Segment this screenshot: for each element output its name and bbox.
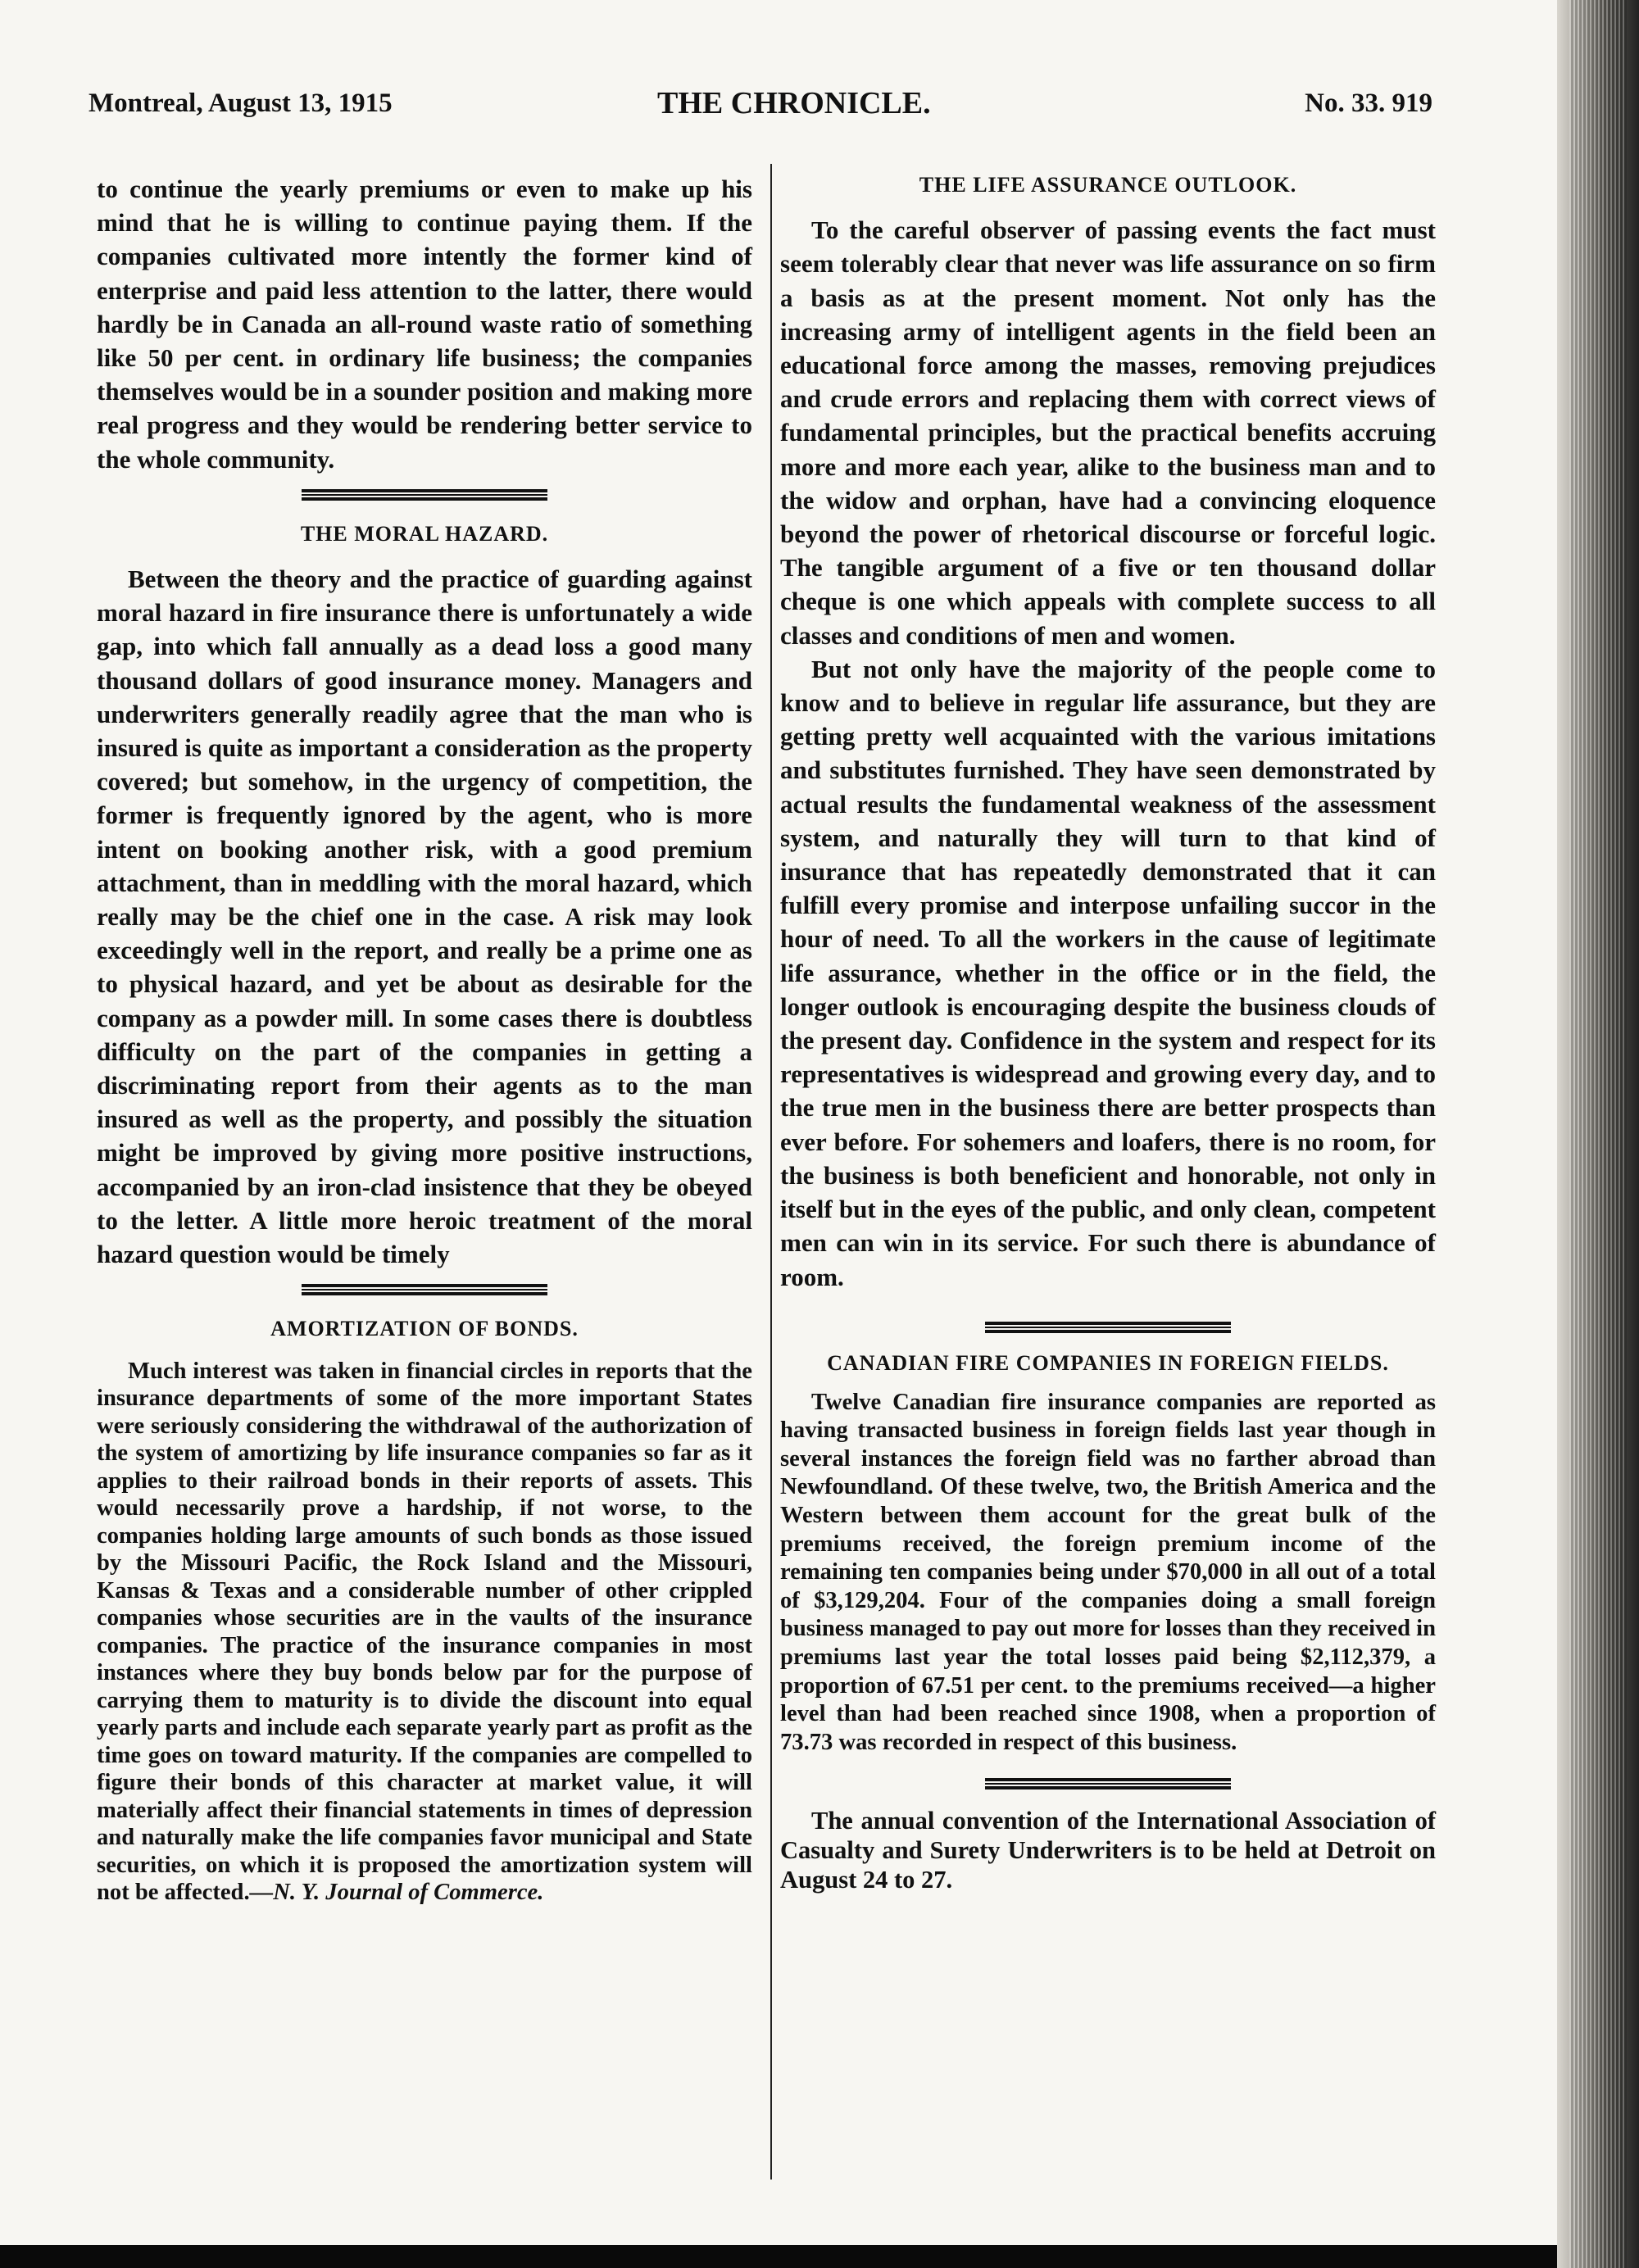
masthead-title: THE CHRONICLE. [657,86,931,120]
amortization-heading: AMORTIZATION OF BONDS. [270,1317,579,1341]
life-assurance-para-2: But not only have the majority of the people come to know and to believe in regular life assurance, but they are getting pretty well acquainted with the various imitations and substitutes furnished. They have seen demonstrated by actual results the fundamental weakness of the assessment system, and naturally they will turn to that kind of insurance that has repeatedly demonstrated that it can fulfill every promise and interpose unfailing succor in the hour of need. To all the workers in the cause of legitimate life assurance, whether in the office or in the field, the longer outlook is encouraging despite the business clouds of the present day. Confidence in the system and respect for its representatives is widespread and growing every day, and to the true men in the business there are better prospects than ever before. For sohemers and loafers, there is no room, for the business is both beneficient and honorable, not only in itself but in the eyes of the public, and only clean, competent men can win in its service. For such there is abundance of room. [780,654,1436,1291]
life-assurance-para-1: To the careful observer of passing events the fact must seem tolerably clear that never was life assurance on so firm a basis as at the present moment. Not only has the increasing army of intelligent agents in the field been an educational force among the masses, removing prejudices and crude errors and replacing them with correct views of fundamental principles, but the practical benefits accruing more and more each year, alike to the business man and to the widow and orphan, have had a convincing eloquence beyond the power of rhetorical discourse or forceful logic. The tangible argument of a five or ten thousand dollar cheque is one which appeals with complete success to all classes and conditions of men and women. [780,215,1436,650]
section-divider [985,1322,1231,1333]
amortization-source: —N. Y. Journal of Commerce. [249,1880,544,1905]
section-divider [302,489,547,501]
left-column [97,172,752,1907]
page-header [89,88,1432,129]
dateline: Montreal, August 13, 1915 [89,88,393,118]
section-divider [985,1778,1231,1789]
book-page-stack [1569,0,1627,2268]
canadian-fire-heading: CANADIAN FIRE COMPANIES IN FOREIGN FIELDS. [827,1350,1389,1375]
moral-hazard-heading: THE MORAL HAZARD. [300,521,549,546]
right-column [780,168,1436,1894]
canadian-fire-body: Twelve Canadian fire insurance companies are reported as having transacted business in foreign fields last year though in several instances the foreign field was no farther abroad than Newfoundland. Of these twelve, two, the British America and the Western between them account for the great bulk of the premiums received, the foreign premium income of the remaining ten companies being under $70,000 in all out of a total of $3,129,204. Four of the companies doing a small foreign business managed to pay out more for losses than they received in premiums last year the total losses paid being $2,112,379, a proportion of 67.51 per cent. to the premiums received—a higher level than had been reached since 1908, when a proportion of 73.73 was recorded in respect of this business. [780,1389,1436,1755]
life-assurance-heading: THE LIFE ASSURANCE OUTLOOK. [919,173,1297,197]
moral-hazard-body: Between the theory and the practice of guarding against moral hazard in fire insurance there is unfortunately a wide gap, into which fall annually as a dead loss a good many thousand dollars of good insurance money. Managers and underwriters generally readily agree that the man who is insured is quite as important a consideration as the property covered; but somehow, in the urgency of competition, the former is frequently ignored by the agent, who is more intent on booking another risk, with a good premium attachment, than in meddling with the moral hazard, which really may be the chief one in the case. A risk may look exceedingly well in the report, and really be a prime one as to physical hazard, and yet be about as desirable for the company as a powder mill. In some cases there is doubtless difficulty on the part of the companies in getting a discriminating report from their agents as to the man insured as well as the property, and possibly the situation might be improved by giving more positive instructions, accompanied by an iron-clad insistence that they be obeyed to the letter. A little more heroic treatment of the moral hazard question would be timely [97,565,752,1269]
column-rule [770,164,772,2180]
convention-notice: The annual convention of the International Association of Casualty and Surety Underwriters is to be held at Detroit on August 24 to 27. [780,1807,1436,1894]
section-divider [302,1284,547,1295]
issue-page-number: No. 33. 919 [1305,88,1432,118]
intro-paragraph: to continue the yearly premiums or even to make up his mind that he is willing to continue paying them. If the companies cultivated more intently the former kind of enterprise and paid less attention to the latter, there would hardly be in Canada an all-round waste ratio of something like 50 per cent. in ordinary life business; the companies themselves would be in a sounder position and making more real progress and they would be rendering better service to the whole community. [97,175,752,474]
amortization-body [97,1358,752,1907]
amortization-text: Much interest was taken in financial circles in reports that the insurance departments of some of the more important States were seriously considering the withdrawal of the authorization of the system of amortizing by life insurance companies so far as it applies to their railroad bonds in their reports of assets. This would necessarily prove a hardship, if not worse, to the companies holding large amounts of such bonds as those issued by the Missouri Pacific, the Rock Island and the Missouri, Kansas & Texas and a considerable number of other crippled companies whose securities are in the vaults of the insurance companies. The practice of the insurance companies in most instances where they buy bonds below par for the purpose of carrying them to maturity is to divide the discount into equal yearly parts and include each separate yearly part as profit as the time goes on toward maturity. If the companies are compelled to figure their bonds of this character at market value, it will materially affect their financial statements in times of depression and naturally make the life companies favor municipal and State securities, on which it is proposed the amortization system will not be affected. [97,1358,752,1905]
